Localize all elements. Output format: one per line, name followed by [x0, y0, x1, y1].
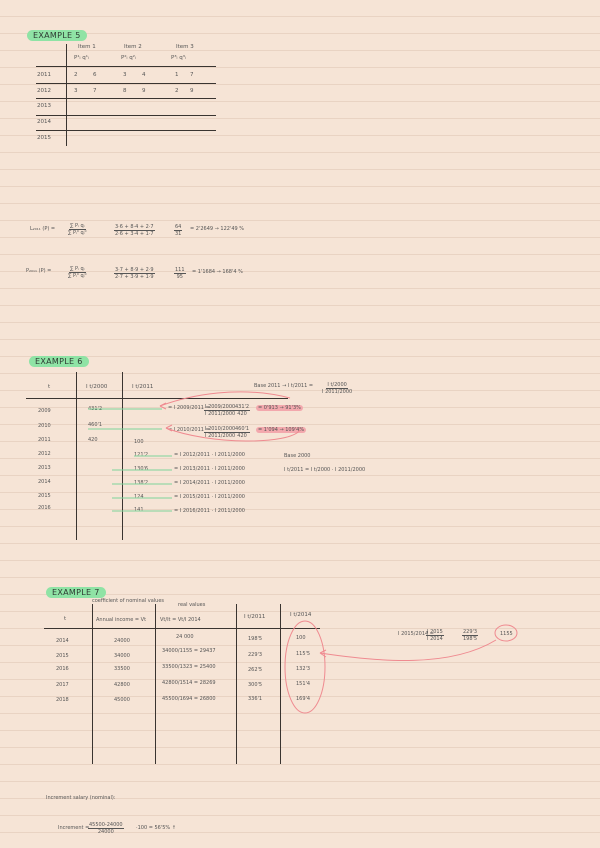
- ex6-i2011: 124: [134, 494, 144, 500]
- ex6-f2010-num2: 460'1: [235, 426, 250, 432]
- example5-title: EXAMPLE 5: [27, 30, 87, 41]
- formula1-num: ∑ Pᵢ qᵢ: [70, 223, 85, 229]
- ex6-i2011: 130'6: [134, 466, 149, 472]
- ex7-year: 2016: [56, 666, 69, 672]
- ex7-annual: 24000: [114, 638, 130, 644]
- ex6-chain: = I 2012/2011 · I 2011/2000: [174, 452, 245, 458]
- arrowhead-2010: [166, 425, 172, 431]
- ex7-year: 2018: [56, 697, 69, 703]
- ex5-year: 2012: [37, 88, 51, 94]
- ex6-year: 2012: [38, 451, 51, 457]
- ex5-cell: 9: [142, 88, 146, 94]
- formula2-num: ∑ Pᵢ qᵢ: [70, 266, 85, 272]
- ellipse-i2014: [285, 621, 325, 713]
- ex7-real: 24 000: [176, 634, 194, 640]
- ex7-side-lhs: I 2015/2014 =: [398, 631, 434, 637]
- ex7-foot-den: 24000: [97, 829, 114, 835]
- formula1-lhs: L₂₀₁₁ (P) =: [30, 226, 56, 232]
- ex7-annual: 42800: [114, 682, 130, 688]
- ex7-note-nominal: coefficient of nominal values: [92, 598, 165, 604]
- ex5-cell: 8: [123, 88, 127, 94]
- formula2-res-num: 111: [175, 267, 185, 273]
- ellipse-side-result: [495, 625, 517, 641]
- ex7-note-real: real values: [178, 602, 206, 608]
- ex6-i2011: 100: [134, 439, 144, 445]
- formula2-frac-den: 2·7 + 3·9 + 1·9: [115, 274, 154, 280]
- ex7-foot-lhs: Increment =: [58, 825, 90, 831]
- ex6-base-num: I t/2000: [327, 382, 347, 388]
- ex6-f2010-den: I 2011/2000: [205, 433, 236, 439]
- ex7-col-real: Vt/It = Vt/I 2014: [160, 617, 201, 623]
- ex6-year: 2010: [38, 423, 51, 429]
- ex6-f2009-num: I 2009/2000: [205, 404, 236, 410]
- ex5-cell: 4: [142, 72, 146, 78]
- ex6-base-label: Base 2011 → I t/2011 =: [254, 383, 314, 389]
- ex6-i2011: 121'2: [134, 452, 149, 458]
- ex6-i2011: 138'2: [134, 480, 149, 486]
- ex7-i2011: 300'5: [248, 682, 263, 688]
- ex7-real: 42800/1514 = 28269: [162, 680, 216, 686]
- ex6-i2000: 420: [88, 437, 98, 443]
- ex6-f2009-num2: 431'2: [235, 404, 250, 410]
- ex7-i2011: 198'5: [248, 636, 263, 642]
- ex6-year: 2015: [38, 493, 51, 499]
- ex7-col-i2014: I t/2014: [290, 612, 312, 618]
- ex7-i2014: 115'5: [296, 651, 311, 657]
- ex5-cell: 2: [175, 88, 179, 94]
- ex5-year: 2013: [37, 103, 51, 109]
- ex7-foot-title: Increment salary (nominal):: [46, 795, 116, 801]
- formula1-den: ∑ Pᵢ⁰ qᵢ⁰: [68, 230, 87, 236]
- ex6-chain: = I 2014/2011 · I 2011/2000: [174, 480, 245, 486]
- ex7-real: 34000/1155 = 29437: [162, 648, 216, 654]
- example7-title: EXAMPLE 7: [46, 587, 106, 598]
- ex6-year: 2016: [38, 505, 51, 511]
- ex7-year: 2017: [56, 682, 69, 688]
- formula2-den: ∑ Pᵢ⁰ qᵢ⁰: [68, 273, 87, 279]
- ex7-col-annual: Annual income = Vt: [96, 617, 147, 623]
- ex6-i2000: 460'1: [88, 422, 103, 428]
- pq1-header: P¹ᵢ q¹ᵢ: [74, 55, 89, 61]
- ex5-cell: 7: [93, 88, 97, 94]
- ex6-i2011: 141: [134, 507, 144, 513]
- ex6-col-t: t: [48, 384, 51, 390]
- ex6-f2009-den: I 2011/2000: [205, 411, 236, 417]
- ex6-year: 2013: [38, 465, 51, 471]
- formula2-lhs: P₂₀₁₁ (P) =: [26, 268, 52, 274]
- arrowhead-2009: [160, 403, 166, 409]
- ex5-cell: 9: [190, 88, 194, 94]
- ex6-side-formula: I t/2011 = I t/2000 · I 2011/2000: [284, 467, 366, 473]
- ex5-cell: 7: [190, 72, 194, 78]
- ex7-col-t: t: [64, 616, 67, 622]
- ex7-col-i2011: I t/2011: [244, 614, 266, 620]
- ex7-real: 45500/1694 = 26800: [162, 696, 216, 702]
- formula1-res-num: 64: [175, 224, 182, 230]
- formula2-res-den: 95: [176, 274, 183, 280]
- ex7-i2011: 229'3: [248, 652, 263, 658]
- ex7-i2011: 336'1: [248, 696, 263, 702]
- formula1-frac-num: 3·6 + 8·4 + 2·7: [115, 224, 154, 230]
- arrow-2009: [160, 392, 290, 406]
- ex5-year: 2011: [37, 72, 51, 78]
- formula1-frac-den: 2·6 + 3·4 + 1·7: [115, 231, 154, 237]
- ex7-side-num2: 229'3: [463, 629, 478, 635]
- ex6-year: 2014: [38, 479, 51, 485]
- formula1-result: = 2'2649 → 122'49 %: [190, 226, 245, 232]
- ex6-base-den: I 2011/2000: [322, 389, 353, 395]
- ex5-cell: 2: [74, 72, 78, 78]
- ex5-cell: 3: [74, 88, 78, 94]
- ex7-i2014: 132'3: [296, 666, 311, 672]
- ex5-cell: 1: [175, 72, 179, 78]
- ex6-chain: = I 2013/2011 · I 2011/2000: [174, 466, 245, 472]
- ex6-year: 2009: [38, 408, 51, 414]
- ex5-year: 2015: [37, 135, 51, 141]
- ex7-annual: 33500: [114, 666, 130, 672]
- formula1-res-den: 31: [175, 231, 182, 237]
- ex6-year: 2011: [38, 437, 51, 443]
- ex7-side-result: 1155: [500, 631, 513, 637]
- ex7-real: 33500/1323 = 25400: [162, 664, 216, 670]
- formula2-frac-num: 3·7 + 8·9 + 2·9: [115, 267, 154, 273]
- ex7-annual: 45000: [114, 697, 130, 703]
- ex5-cell: 6: [93, 72, 97, 78]
- item2-header: Item 2: [124, 44, 142, 50]
- ex7-i2011: 262'5: [248, 667, 263, 673]
- arrow-ex7: [320, 640, 496, 661]
- example6-title: EXAMPLE 6: [29, 356, 89, 367]
- pq3-header: P³ᵢ q³ᵢ: [171, 55, 186, 61]
- ex6-f2009-lhs: = I 2009/2011 =: [168, 405, 210, 411]
- ex6-chain: = I 2015/2011 · I 2011/2000: [174, 494, 245, 500]
- ex6-f2009-den2: 420: [237, 411, 247, 417]
- ex6-side-base2000: Base 2000: [284, 453, 311, 459]
- ex7-foot-result: ·100 = 56'5% ↑: [136, 825, 176, 831]
- pq2-header: P²ᵢ q²ᵢ: [121, 55, 136, 61]
- ex6-f2010-den2: 420: [237, 433, 247, 439]
- formula2-result: = 1'1684 → 168'4 %: [192, 269, 243, 275]
- ex7-i2014: 100: [296, 635, 306, 641]
- arrow-2010: [166, 428, 300, 441]
- ex5-year: 2014: [37, 119, 51, 125]
- ex7-side-den: I 2014: [427, 636, 443, 642]
- ex6-chain: = I 2016/2011 · I 2011/2000: [174, 508, 245, 514]
- ex7-year: 2015: [56, 653, 69, 659]
- ex6-col-i2011: I t/2011: [132, 384, 154, 390]
- ex7-side-den2: 198'5: [463, 636, 478, 642]
- ex7-annual: 34000: [114, 653, 130, 659]
- ex6-f2009-result: = 0'913 → 91'3%: [258, 405, 301, 411]
- ex7-i2014: 151'4: [296, 681, 311, 687]
- ex6-i2000: 431'2: [88, 406, 103, 412]
- ex7-side-num: I 2015: [427, 629, 443, 635]
- ex6-col-i2000: I t/2000: [86, 384, 108, 390]
- ex5-cell: 3: [123, 72, 127, 78]
- ex6-f2010-num: I 2010/2000: [205, 426, 236, 432]
- item1-header: Item 1: [78, 44, 96, 50]
- item3-header: Item 3: [176, 44, 194, 50]
- ex6-f2010-result: = 1'094 → 109'4%: [258, 427, 305, 433]
- ex6-f2010-lhs: = I 2010/2011 =: [168, 427, 210, 433]
- ex7-foot-num: 45500-24000: [89, 822, 123, 828]
- ex7-year: 2014: [56, 638, 69, 644]
- ex7-i2014: 169'4: [296, 696, 311, 702]
